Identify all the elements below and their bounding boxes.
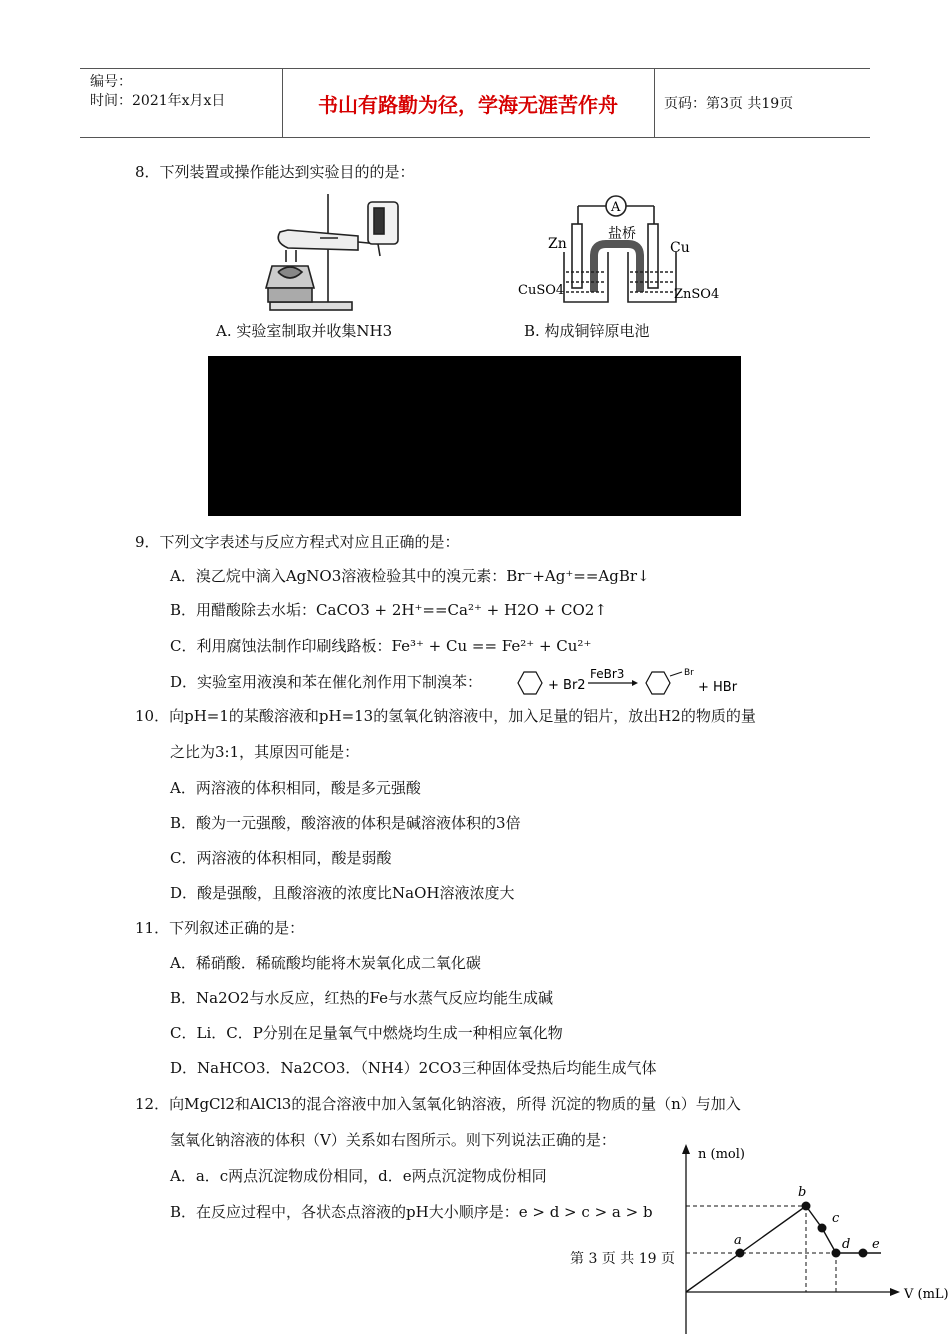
q12-stem-line1: 12．向MgCl2和AlCl3的混合溶液中加入氢氧化钠溶液，所得 沉淀的物质的量（n）与加入 bbox=[135, 1095, 741, 1113]
label-znso4: ZnSO4 bbox=[674, 287, 720, 302]
q12-option-a: A．a．c两点沉淀物成份相同，d．e两点沉淀物成份相同 bbox=[170, 1167, 547, 1185]
number-label: 编号： bbox=[90, 74, 132, 90]
q9-option-d: D．实验室用液溴和苯在催化剂作用下制溴苯： bbox=[170, 673, 483, 691]
point-c bbox=[818, 1224, 827, 1233]
eq-catalyst: FeBr3 bbox=[590, 667, 625, 681]
label-cuso4: CuSO4 bbox=[518, 283, 565, 298]
header-meta bbox=[90, 73, 280, 111]
q11-option-d: D．NaHCO3．Na2CO3．（NH4）2CO3三种固体受热后均能生成气体 bbox=[170, 1059, 657, 1077]
caption-a: A. 实验室制取并收集NH3 bbox=[216, 322, 393, 340]
ammeter-label: A bbox=[611, 200, 621, 215]
q8-apparatus-drawing bbox=[208, 192, 742, 354]
label-salt-bridge: 盐桥 bbox=[608, 226, 636, 242]
eq-plus-br2: + Br2 bbox=[548, 678, 586, 693]
label-d: d bbox=[842, 1237, 851, 1252]
q10-option-a: A．两溶液的体积相同，酸是多元强酸 bbox=[170, 779, 421, 797]
ammonia-apparatus bbox=[266, 194, 398, 310]
caption-b: B. 构成铜锌原电池 bbox=[524, 322, 650, 340]
q12-stem-line2: 氢氧化钠溶液的体积（V）关系如右图所示。则下列说法正确的是： bbox=[170, 1131, 616, 1149]
benzene-ring-icon bbox=[518, 672, 542, 694]
point-d bbox=[832, 1249, 841, 1258]
q8-figure bbox=[208, 192, 742, 354]
eq-plus-hbr: + HBr bbox=[698, 680, 738, 695]
point-e bbox=[859, 1249, 868, 1258]
q9-option-b: B．用醋酸除去水垢：CaCO3 + 2H⁺==Ca²⁺ + H2O + CO2↑ bbox=[170, 601, 607, 619]
label-e: e bbox=[872, 1237, 880, 1252]
q10-option-d: D．酸是强酸，且酸溶液的浓度比NaOH溶液浓度大 bbox=[170, 884, 515, 902]
point-b bbox=[802, 1202, 811, 1211]
page-footer: 第 3 页 共 19 页 bbox=[570, 1251, 675, 1267]
q9-option-c: C．利用腐蚀法制作印刷线路板：Fe³⁺ + Cu == Fe²⁺ + Cu²⁺ bbox=[170, 637, 592, 655]
redacted-figure bbox=[208, 356, 741, 516]
q8-stem: 8．下列装置或操作能达到实验目的的是： bbox=[135, 163, 415, 181]
label-cu: Cu bbox=[670, 240, 690, 256]
label-zn: Zn bbox=[548, 236, 567, 252]
page-header bbox=[80, 68, 870, 138]
q11-option-b: B．Na2O2与水反应，红热的Fe与水蒸气反应均能生成碱 bbox=[170, 989, 553, 1007]
label-c: c bbox=[832, 1211, 840, 1226]
q10-option-b: B．酸为一元强酸，酸溶液的体积是碱溶液体积的3倍 bbox=[170, 814, 521, 832]
curve bbox=[686, 1206, 881, 1292]
q10-option-c: C．两溶液的体积相同，酸是弱酸 bbox=[170, 849, 392, 867]
q9-stem: 9．下列文字表述与反应方程式对应且正确的是： bbox=[135, 533, 460, 551]
q12-option-b: B．在反应过程中，各状态点溶液的pH大小顺序是：e > d > c > a > b bbox=[170, 1203, 653, 1221]
header-motto: 书山有路勤为径，学海无涯苦作舟 bbox=[318, 92, 618, 117]
q11-option-c: C．Li．C．P分别在足量氧气中燃烧均生成一种相应氧化物 bbox=[170, 1024, 563, 1042]
point-a bbox=[736, 1249, 745, 1258]
q10-stem-line2: 之比为3:1，其原因可能是： bbox=[170, 743, 360, 761]
q11-stem: 11．下列叙述正确的是： bbox=[135, 919, 305, 937]
bromobenzene-ring-icon bbox=[646, 672, 670, 694]
date-label: 时间：2021年x月x日 bbox=[90, 93, 226, 109]
label-b: b bbox=[798, 1185, 807, 1200]
y-axis-label: n (mol) bbox=[698, 1147, 745, 1162]
label-a: a bbox=[734, 1233, 742, 1248]
benzene-equation bbox=[510, 666, 750, 700]
precipitate-graph bbox=[676, 1142, 950, 1344]
x-axis-label: V (mL) bbox=[904, 1287, 949, 1302]
header-page-info: 页码：第3页 共19页 bbox=[664, 96, 794, 112]
eq-br-substituent: Br bbox=[684, 668, 694, 678]
q11-option-a: A．稀硝酸．稀硫酸均能将木炭氧化成二氧化碳 bbox=[170, 954, 481, 972]
header-divider bbox=[654, 69, 655, 137]
q9-option-a: A．溴乙烷中滴入AgNO3溶液检验其中的溴元素：Br⁻+Ag⁺==AgBr↓ bbox=[170, 567, 650, 585]
q10-stem-line1: 10．向pH=1的某酸溶液和pH=13的氢氧化钠溶液中，加入足量的铝片，放出H2的物质的量 bbox=[135, 707, 756, 725]
